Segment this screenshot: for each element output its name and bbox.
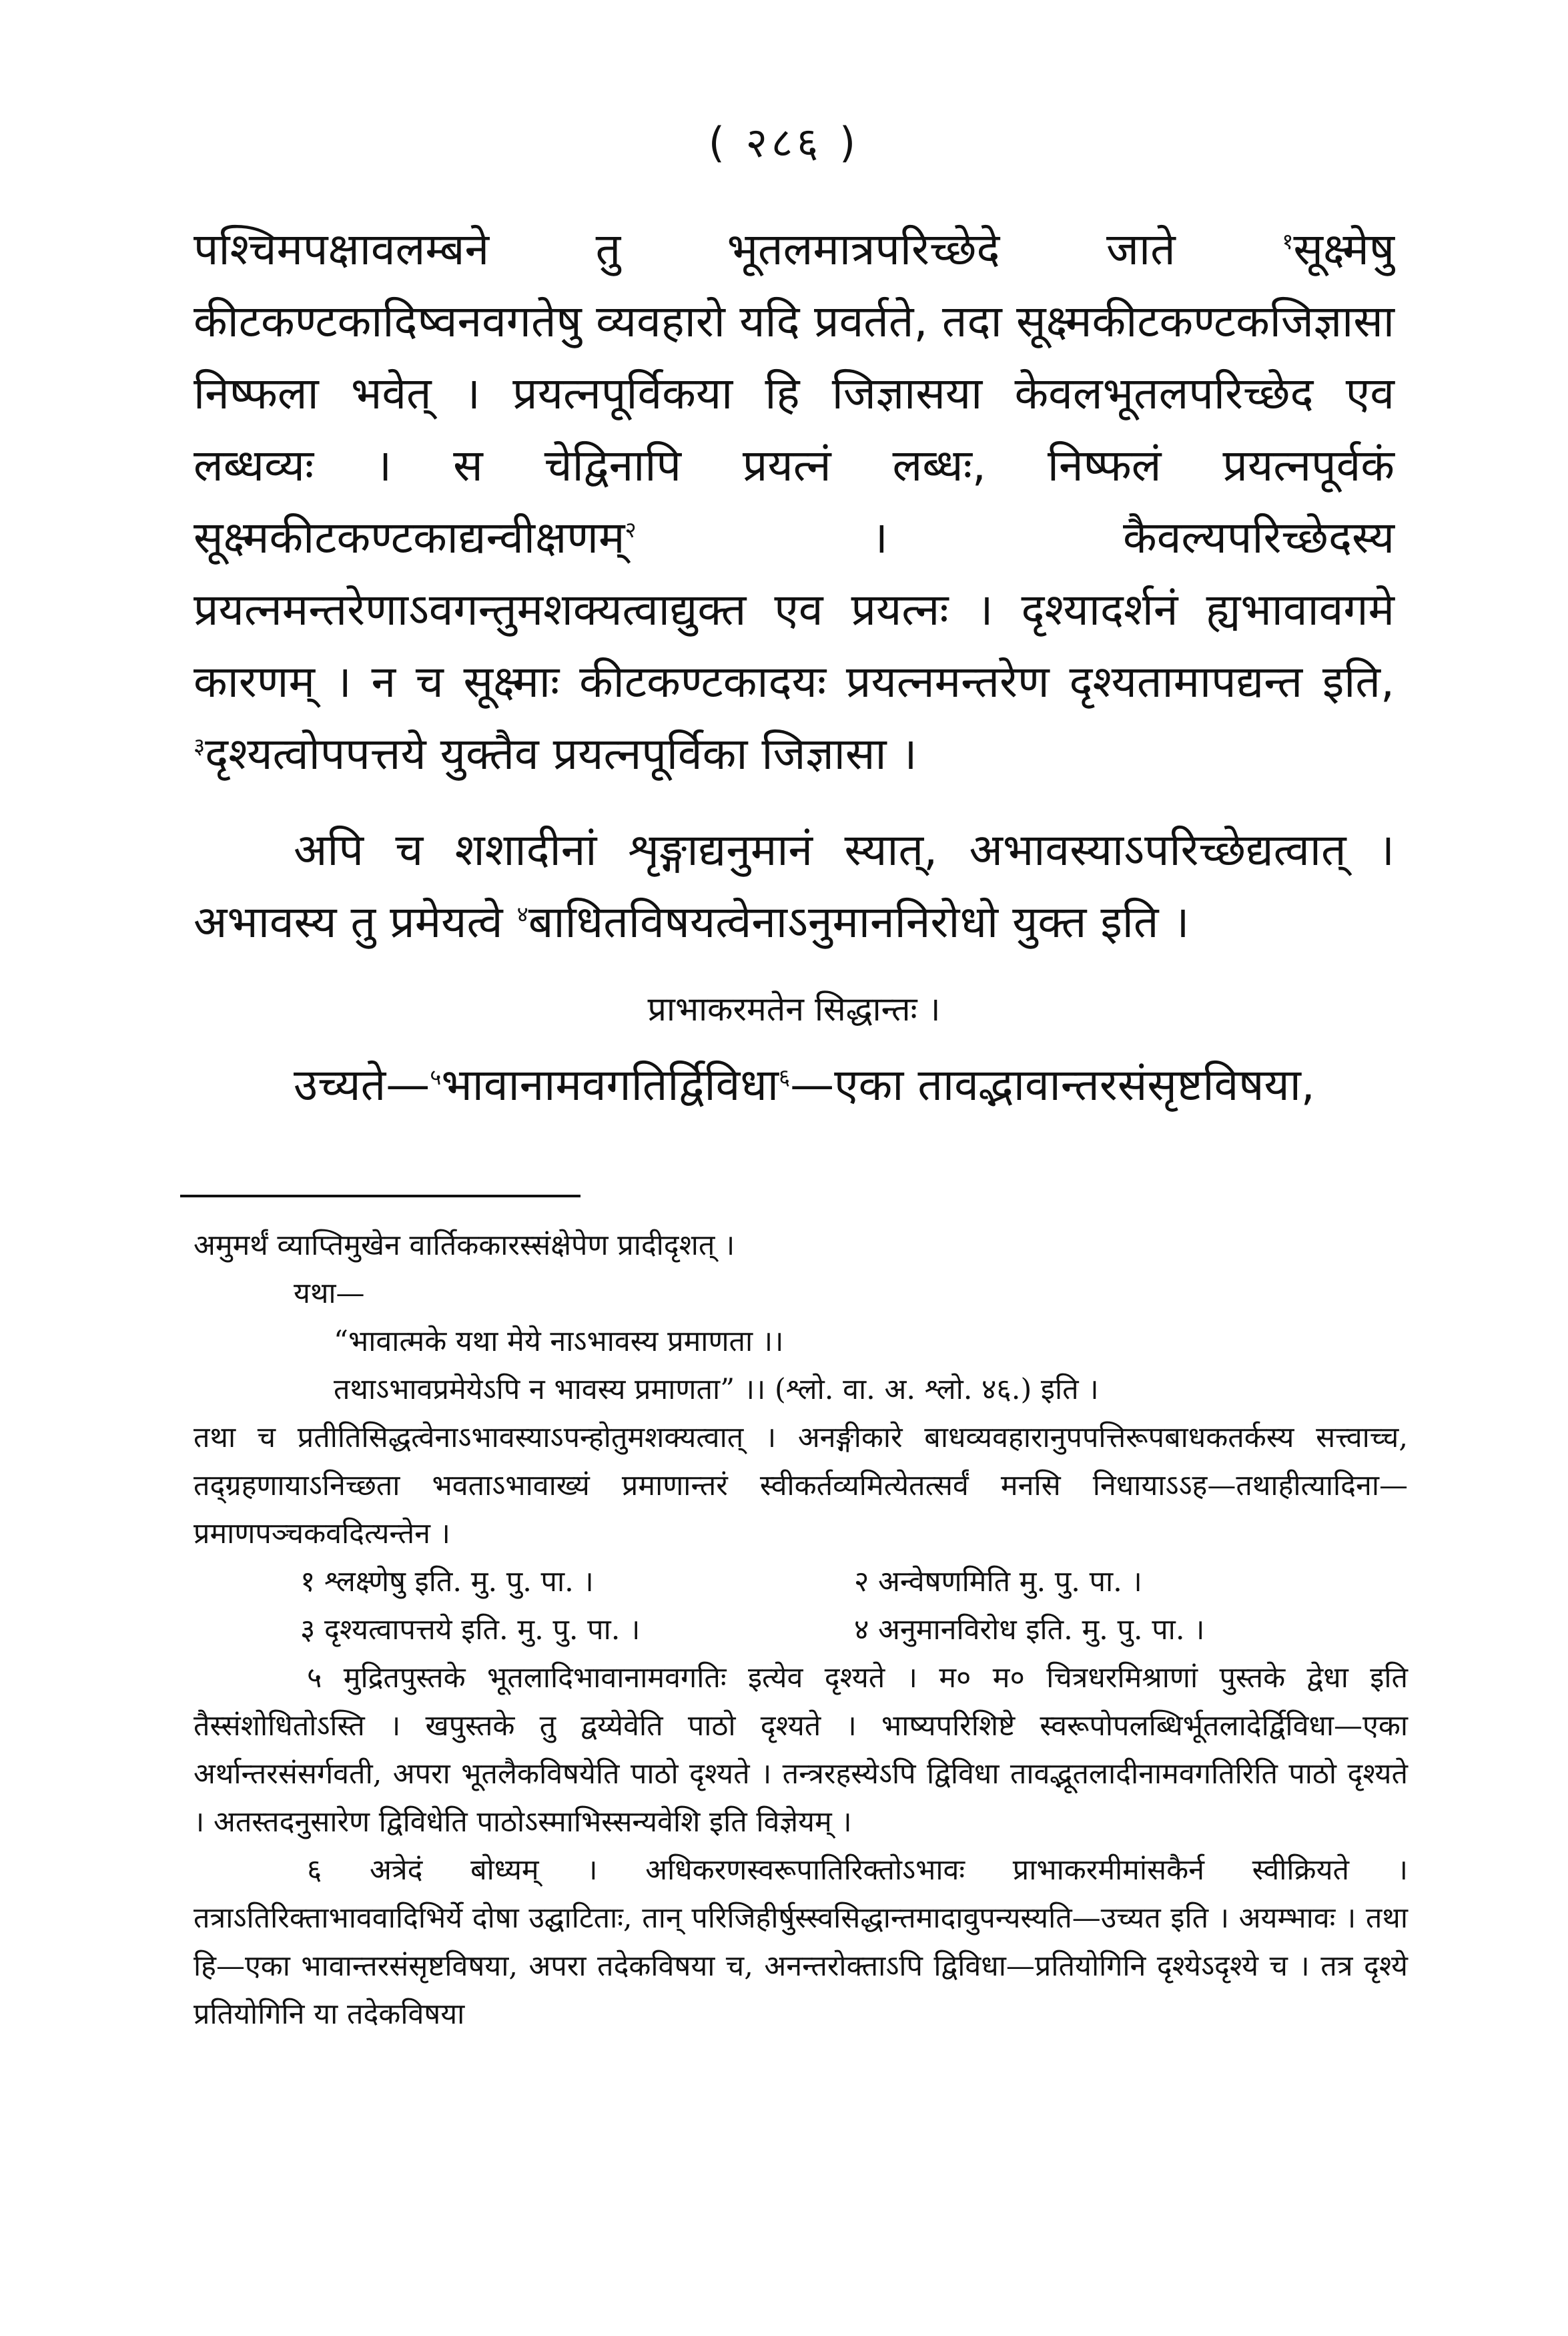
page-number: ( २८६ )	[708, 118, 860, 167]
footnote-3: ३ दृश्यत्वापत्तये इति. मु. पु. पा. ।	[300, 1613, 641, 1647]
footnote-row-3-4	[193, 1606, 1408, 1654]
footnote-ref-3: ३	[193, 733, 206, 759]
footnote-4: ४ अनुमानविरोध इति. मु. पु. पा. ।	[854, 1613, 1205, 1647]
footnote-5: ५ मुद्रितपुस्तके भूतलादिभावानामवगतिः इत्येव दृश्यते । म० म० चित्रधरमिश्राणां पुस्तके द्वेधा इति तैस्संशोधितोऽस्ति । खपुस्तके तु द्वय्येवेति पाठो दृश्यते । भाष्यपरिशिष्टे स्वरूपोपलब्धिर्भूतलादेर्द्विविधा—एका अर्थान्तरसंसर्गवती, अपरा भूतलैकविषयेति पाठो दृश्यते । तन्त्ररहस्येऽपि द्विविधा तावद्भूतलादीनामवगतिरिति पाठो दृश्यते । अतस्तदनुसारेण द्विविधेति पाठोऽस्माभिस्सन्यवेशि इति विज्ञेयम् ।	[193, 1661, 1408, 1839]
verse-line-1: “भावात्मके यथा मेये नाऽभावस्य प्रमाणता ।।	[334, 1325, 784, 1358]
main-text	[193, 214, 1395, 1145]
footnote-ref-2: २	[625, 517, 637, 543]
commentary-body: तथा च प्रतीतिसिद्धत्वेनाऽभावस्याऽपन्होतुमशक्यत्वात् । अनङ्गीकारे बाधव्यवहारानुपपत्तिरूपबाधकतर्कस्य सत्त्वाच्च, तद्ग्रहणायाऽनिच्छता भवताऽभावाख्यं प्रमाणान्तरं स्वीकर्तव्यमित्येतत्सर्वं मनसि निधायाऽऽह—तथाहीत्यादिना—प्रमाणपञ्चकवदित्यन्तेन ।	[193, 1421, 1408, 1550]
footnote-ref-1: १	[1282, 228, 1294, 254]
commentary-intro: अमुमर्थं व्याप्तिमुखेन वार्तिककारस्संक्षेपेण प्रादीदृशत् ।	[193, 1229, 735, 1262]
footnote-1: १ श्लक्ष्णेषु इति. मु. पु. पा. ।	[300, 1565, 594, 1598]
footnote-6: ६ अत्रेदं बोध्यम् । अधिकरणस्वरूपातिरिक्तोऽभावः प्राभाकरमीमांसकैर्न स्वीक्रियते । तत्राऽतिरिक्ताभाववादिभिर्ये दोषा उद्घाटिताः, तान् परिजिहीर्षुस्स्वसिद्धान्तमादावुपन्यस्यति—उच्यत इति । अयम्भावः । तथा हि—एका भावान्तरसंसृष्टविषया, अपरा तदेकविषया च, अनन्तरोक्ताऽपि द्विविधा—प्रतियोगिनि दृश्येऽदृश्ये च । तत्र दृश्ये प्रतियोगिनि या तदेकविषया	[193, 1853, 1408, 2031]
paragraph-1: पश्चिमपक्षावलम्बने तु भूतलमात्रपरिच्छेदे जाते $^१$सूक्ष्मेषु कीटकण्टकादिष्वनवगतेषु व्यवहारो यदि प्रवर्तते, तदा सूक्ष्मकीटकण्टकजिज्ञासा निष्फला भवेत् । प्रयत्नपूर्विकया हि जिज्ञासया केवलभूतलपरिच्छेद एव लब्धव्यः । स चेद्विनापि प्रयत्नं लब्धः, निष्फलं प्रयत्नपूर्वकं सूक्ष्मकीटकण्टकाद्यन्वीक्षणम्$^२$ । कैवल्यपरिच्छेदस्य प्रयत्नमन्तरेणाऽवगन्तुमशक्यत्वाद्युक्त एव प्रयत्नः । दृश्यादर्शनं ह्यभावावगमे कारणम् । न च सूक्ष्माः कीटकण्टकादयः प्रयत्नमन्तरेण दृश्यतामापद्यन्त इति, $^३$दृश्यत्वोपपत्तये युक्तैव प्रयत्नपूर्विका जिज्ञासा ।	[193, 224, 1395, 780]
footnote-row-1-2	[193, 1558, 1408, 1606]
commentary-yatha: यथा—	[294, 1277, 365, 1310]
section-heading: प्राभाकरमतेन सिद्धान्तः ।	[647, 990, 941, 1029]
footnotes	[193, 1221, 1408, 2038]
footnote-divider	[180, 1195, 580, 1197]
verse-line-2: तथाऽभावप्रमेयेऽपि न भावस्य प्रमाणता” ।। (श्लो. वा. अ. श्लो. ४६.) इति ।	[334, 1373, 1099, 1406]
footnote-2: २ अन्वेषणमिति मु. पु. पा. ।	[854, 1565, 1142, 1598]
paragraph-2: अपि च शशादीनां शृङ्गाद्यनुमानं स्यात्, अभावस्याऽपरिच्छेद्यत्वात् । अभावस्य तु प्रमेयत्वे $^४$बाधितविषयत्वेनाऽनुमाननिरोधो युक्त इति ।	[193, 824, 1395, 948]
footnote-ref-6: ६	[778, 1064, 791, 1090]
footnote-ref-4: ४	[516, 901, 528, 927]
paragraph-3: उच्यते—$^५$भावानामवगतिर्द्विविधा$^६$—एका तावद्भावान्तरसंसृष्टविषया,	[294, 1059, 1315, 1111]
footnote-ref-5: ५	[430, 1064, 442, 1090]
